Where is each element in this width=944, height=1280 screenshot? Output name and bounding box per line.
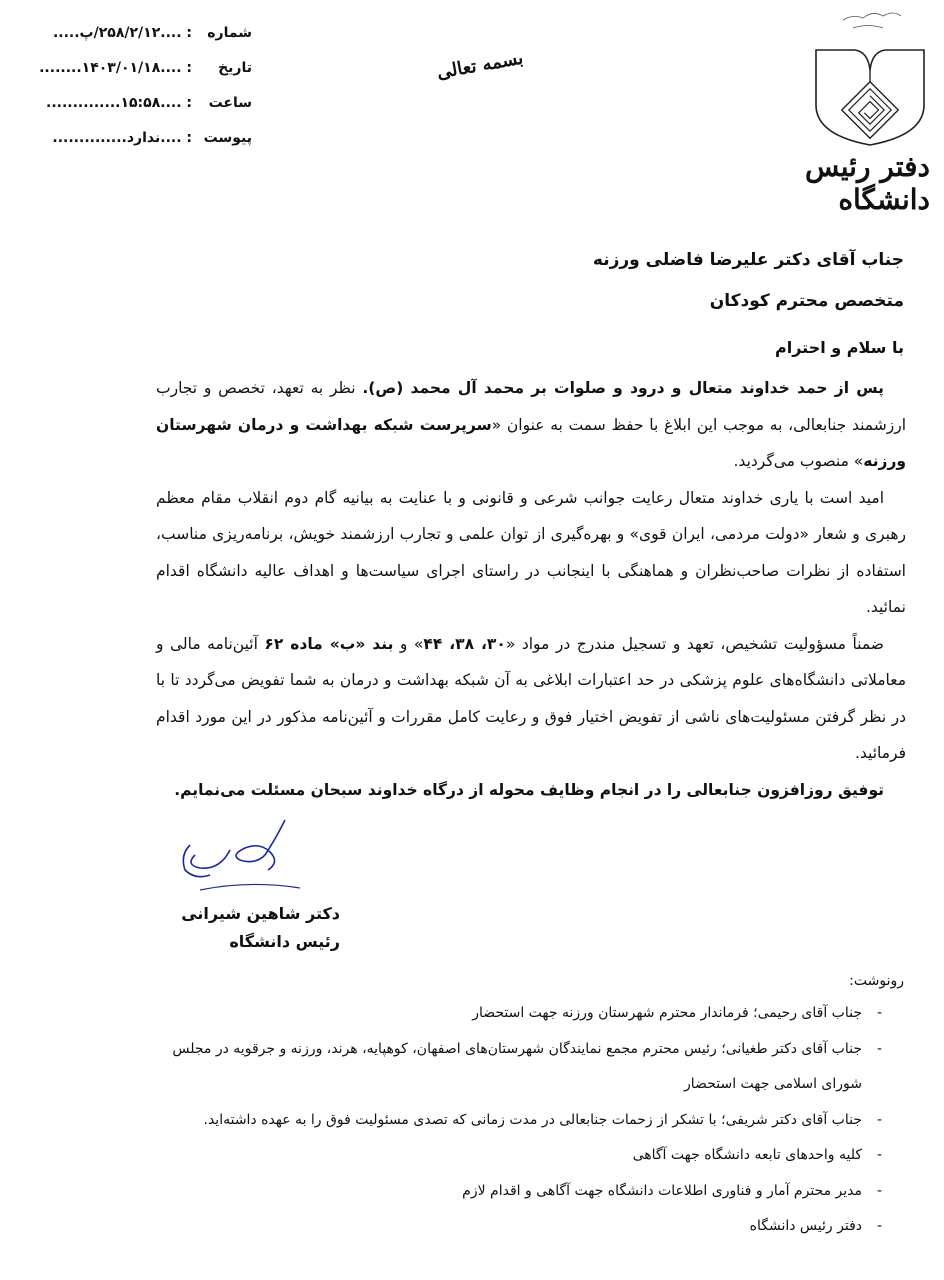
meta-attachment: پیوست: ....ندارد..............	[52, 130, 252, 146]
paragraph-2: امید است با یاری خداوند متعال رعایت جوانب شرعی و قانونی و با عنایت به بیانیه گام دوم انقلاب مقام معظم رهبری و شعار «دولت مردمی، ایران قوی» و بهره‌گیری از توان علمی و تجارب ارزشمند خویش، برنامه‌ریزی مناسب، استفاده از نظرات صاحب‌نظران و هماهنگی با اینجانب در راستای اجرای سیاست‌ها و اهداف عالیه دانشگاه اقدام نمائید.	[156, 488, 906, 616]
meta-number: شماره: ....۲۵۸/۲/۱۲/پ.....	[52, 25, 252, 41]
cc-item: - کلیه واحدهای تابعه دانشگاه جهت آگاهی	[632, 1147, 882, 1163]
greeting: با سلام و احترام	[775, 338, 904, 357]
letter-body	[156, 370, 906, 808]
cc-item: - دفتر رئیس دانشگاه	[749, 1218, 882, 1234]
signatory	[150, 900, 340, 956]
invocation-calligraphy: بسمه تعالی	[435, 47, 525, 84]
paragraph-1: پس از حمد خداوند متعال و درود و صلوات بر محمد آل محمد (ص). نظر به تعهد، تخصص و تجارب ارزشمند جنابعالی، به موجب این ابلاغ با حفظ سمت به عنوان «سرپرست شبکه بهداشت و درمان شهرستان ورزنه» منصوب می‌گردید.	[156, 379, 906, 470]
meta-date: تاریخ: ....۱۴۰۳/۰۱/۱۸........	[39, 60, 252, 76]
university-logo	[808, 10, 933, 150]
cc-title: رونوشت:	[849, 973, 904, 989]
paragraph-closing: توفیق روزافزون جنابعالی را در انجام وظایف محوله از درگاه خداوند سبحان مسئلت می‌نمایم.	[174, 780, 884, 799]
addressee-title: متخصص محترم کودکان	[709, 291, 904, 311]
cc-list	[164, 966, 904, 1245]
cc-item: - مدیر محترم آمار و فناوری اطلاعات دانشگاه جهت آگاهی و اقدام لازم	[462, 1182, 882, 1199]
meta-time: ساعت: ....۱۵:۵۸..............	[46, 95, 252, 111]
letter-meta	[22, 16, 252, 156]
cc-item: - جناب آقای رحیمی؛ فرماندار محترم شهرستان ورزنه جهت استحضار	[472, 1005, 882, 1021]
addressee	[593, 240, 904, 322]
cc-item: - جناب آقای دکتر شریفی؛ با تشکر از زحمات جنابعالی در مدت زمانی که تصدی مسئولیت فوق را به عهده داشته‌اید.	[203, 1111, 882, 1128]
addressee-name: جناب آقای دکتر علیرضا فاضلی ورزنه	[592, 250, 904, 270]
paragraph-3: ضمناً مسؤولیت تشخیص، تعهد و تسجیل مندرج در مواد «۳۰، ۳۸، ۴۴» و بند «ب» ماده ۶۲ آئین‌نامه مالی و معاملاتی دانشگاه‌های علوم پزشکی در حد اعتبارات ابلاغی به آن شبکه بهداشت و درمان به شما تفویض می‌گردد تا با در نظر گرفتن مسئولیت‌های ناشی از تفویض اختیار فوق و رعایت کامل مقررات و آئین‌نامه مذکور در این مورد اقدام فرمائید.	[156, 634, 906, 762]
signatory-position: رئیس دانشگاه	[229, 932, 340, 951]
signatory-name: دکتر شاهین شیرانی	[181, 904, 340, 923]
cc-item: - جناب آقای دکتر طغیانی؛ رئیس محترم مجمع نمایندگان شهرستان‌های اصفهان، کوهپایه، هرند، ورزنه و جرقویه در مجلس شورای اسلامی جهت استحضار	[172, 1040, 882, 1092]
office-title: دفتر رئیس دانشگاه	[805, 150, 930, 216]
